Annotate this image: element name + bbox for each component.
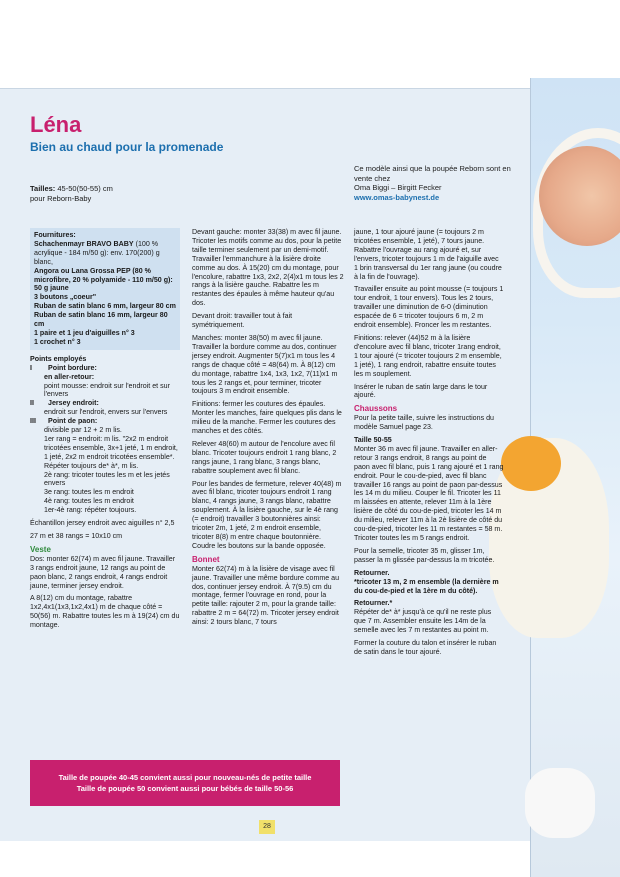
stitch-row: 4è rang: toutes les m endroit (44, 497, 134, 506)
sizes-sub: pour Reborn-Baby (30, 194, 92, 203)
page-title: Léna (30, 112, 82, 137)
supplies-line: Ruban de satin blanc 6 mm, largeur 80 cm (34, 302, 176, 311)
neckline: Relever 48(60) m autour de l'encolure avec fil blanc. Tricoter toujours endroit 1 rang blanc, 2 rangs jaune, 1 rang blanc, 3 rangs blanc, rabattre souplement avec fil blanc. (192, 439, 337, 475)
intro-text: Ce modèle ainsi que la poupée Reborn sont en vente chez (354, 164, 511, 183)
supplies-heading: Fournitures: (34, 231, 76, 239)
sleeves: Manches: monter 38(50) m avec fil jaune. Travailler la bordure comme au dos, continuer jersey endroit. Augmenter 5(7)x1 m tous les 4 rangs de chaque côté = 48(64) m. À 8(12) cm du montage, rabattre 1x4, 1x3, 1x2, 7(11)x1 m tous les 2 rangs et, pour terminer, tricoter toujours 3 m endroit ensemble. (192, 333, 338, 396)
sizes-block (30, 184, 190, 204)
bonnet-garter: Travailler ensuite au point mousse (= toujours 1 tour endroit, 1 tour envers). Tous les 2 tours, travailler une diminution de 6-0 (diminution espacée de 6 = tricoter toujours 6 m, 2 m endroit ensemble). Froncer les m restantes. (354, 285, 504, 330)
supplies-box (30, 228, 180, 350)
supplies-line: Angora ou Lana Grossa PEP (80 % microfibre, 20 % polyamide - 110 m/50 g): 50 g jaune (34, 266, 173, 293)
veste-back: Dos: monter 62(74) m avec fil jaune. Travailler 3 rangs endroit jaune, 12 rangs au point de paon blanc, 2 rangs endroit, 4 rangs endroit jaune, terminer jersey endroit. (30, 554, 176, 590)
intro-block (354, 164, 524, 202)
section-heading-bonnet: Bonnet (192, 554, 220, 564)
stitch-desc: point mousse: endroit sur l'endroit et sur l'envers (44, 381, 170, 399)
page-subtitle: Bien au chaud pour la promenade (30, 140, 224, 154)
heel-text: Former la couture du talon et insérer le ruban de satin dans le tour ajouré. (354, 639, 497, 656)
stitch-desc: endroit sur l'endroit, envers sur l'envers (44, 408, 168, 417)
veste-back-cont: A 8(12) cm du montage, rabattre 1x2,4x1(1x3,1x2,4x1) m de chaque côté = 50(56) m. Rabattre toutes les m à 19(24) cm du montage. (30, 594, 180, 630)
section-heading-chaussons: Chaussons (354, 404, 398, 414)
stitch-item: III Point de paon: (30, 417, 98, 426)
bonnet-cont: jaune, 1 tour ajouré jaune (= toujours 2 m tricotées ensemble, 1 jeté), 7 tours jaune. Rabattre l'ouvrage au rang ajouré et, sur l'envers, tricoter toujours 1 m de l'aiguille avec 1 brin transversal du 1er rang jaune (ou coudre à la fin de l'ouvrage). (354, 228, 502, 281)
supplies-line: Ruban de satin blanc 16 mm, largeur 80 cm (34, 311, 168, 329)
sole-text: Pour la semelle, tricoter 35 m, glisser 1m, passer la m glissée par-dessus la m tricotée. (354, 546, 495, 564)
column-2 (192, 228, 344, 631)
turn-instruction: Retourner. (354, 568, 390, 577)
stitch-row: 1er-4è rang: répéter toujours. (44, 506, 137, 515)
stitch-item: I Point bordure: (30, 363, 97, 372)
finishing: Finitions: fermer les coutures des épaules. Monter les manches, faire quelques plis dans le milieu de la manche. Fermer les coutures des manches et des côtés. (192, 400, 342, 436)
bonnet-ribbon: Insérer le ruban de satin large dans le tour ajouré. (354, 382, 488, 400)
turn-instruction: Retourner.* (354, 599, 393, 608)
column-3 (354, 228, 504, 661)
stitch-sub: en aller-retour: (44, 372, 95, 381)
size-note-banner (30, 760, 340, 806)
column-1 (30, 228, 180, 634)
gauge-sample: Échantillon jersey endroit avec aiguilles n° 2,5 (30, 519, 175, 528)
doll-photo (530, 78, 620, 877)
gauge-value: 27 m et 38 rangs = 10x10 cm (30, 532, 123, 540)
supplies-line: Schachenmayr BRAVO BABY (100 % acrylique - 184 m/50 g): env. 170(200) g blanc, (34, 239, 160, 266)
stitch-row: 1er rang = endroit: m lis. "2x2 m endroit tricotées ensemble, 3x+1 jeté, 1 m endroit, 1 jeté, 2x2 m endroit tricotées ensemble*. Répéter toujours de* à*, m lis. (44, 434, 178, 470)
intro-shop: Oma Biggi – Birgitt Fecker (354, 183, 442, 192)
bootee-image (525, 768, 595, 838)
size-note-line: Taille de poupée 50 convient aussi pour bébés de taille 50-56 (76, 784, 294, 793)
size-note-line: Taille de poupée 40-45 convient aussi pour nouveau-nés de petite taille (58, 773, 312, 782)
supplies-line: 1 paire et 1 jeu d'aiguilles n° 3 (34, 328, 135, 337)
button-bands: Pour les bandes de fermeture, relever 40(48) m avec fil blanc, tricoter toujours endroit 1 rang blanc, 4 rangs jaune, 3 rangs blanc, rabattre souplement. À la lisière gauche, sur le 4è rang (= endroit) travailler 3 boutonnières ainsi: tricoter 2m, 1 jeté, 2 m endroit ensemble, tricoter 8(8) m entre chaque boutonnière. Coudre les boutons sur la bande opposée. (192, 479, 342, 550)
section-heading-veste: Veste (30, 544, 51, 554)
sizes-value: 45-50(50-55) cm (57, 184, 113, 193)
right-front: Devant droit: travailler tout à fait symétriquement. (192, 312, 293, 330)
stitch-row: 3e rang: toutes les m endroit (44, 488, 134, 497)
toy-duck-head-image (501, 436, 561, 491)
stitch-item: II Jersey endroit: (30, 399, 99, 408)
stitches-heading: Points employés (30, 354, 87, 363)
repeat-text: Répéter de* à* jusqu'à ce qu'il ne reste plus que 7 m. Assembler ensuite les 14m de la semelle avec les 7 m restantes au point m. (354, 608, 492, 635)
sizes-label: Tailles: (30, 184, 56, 193)
stitch-desc: divisible par 12 + 2 m lis. (44, 426, 122, 435)
chaussons-text: Monter 36 m avec fil jaune. Travailler en aller-retour 3 rangs endroit, 8 rangs au point de paon avec fil blanc, puis 1 rang ajouré et 1 rang endroit. Pour le cou-de-pied, avec fil blanc travailler 16 rangs au point de paon par-dessus les 14 m du milieu. Couper le fil. Tricoter les 11 m laissées en attente, relever 11m à la 1ère lisière de côté du cou-de-pied, tricoter les 14 m du milieu, relever 11m à la 2è lisière de côté du cou-de-pied, tricoter les 11 m restantes = 58 m. Tricoter toutes les m 5 rangs endroit. (354, 444, 504, 542)
size-heading: Taille 50-55 (354, 436, 392, 445)
page-number: 28 (259, 820, 275, 834)
left-front: Devant gauche: monter 33(38) m avec fil jaune. Tricoter les motifs comme au dos, pour la petite taille terminer seulement par un demi-motif. Travailler l'emmanchure à la lisière droite comme au dos. À 15(20) cm du montage, pour l'encolure, rabattre 1x3, 2x2, 2(4)x1 m tous les 2 rangs à la lisière gauche. Rabattre les m restantes des épaules à même hauteur qu'au dos. (192, 228, 344, 308)
bonnet-text: Monter 62(74) m à la lisière de visage avec fil jaune. Travailler une même bordure comme au dos, continuer jersey endroit. À 7(9.5) cm du montage, fermer l'ouvrage en rond, pour la petite taille: rajouter 2 m, pour la grande taille: rabattre 2 m = 64(72) m. Tricoter jersey endroit ainsi: 2 tours blanc, 7 tours (192, 564, 340, 627)
repeat-instruction: *tricoter 13 m, 2 m ensemble (la dernière m du cou-de-pied et la 1ère m du côté). (354, 577, 499, 595)
supplies-line: 1 crochet n° 3 (34, 337, 81, 346)
stitch-row: 2è rang: tricoter toutes les m et les jetés envers (44, 470, 170, 488)
supplies-line: 3 boutons „coeur" (34, 293, 97, 302)
chaussons-small: Pour la petite taille, suivre les instructions du modèle Samuel page 23. (354, 414, 494, 432)
shop-link[interactable]: www.omas-babynest.de (354, 192, 440, 202)
bonnet-finishing: Finitions: relever (44)52 m à la lisière d'encolure avec fil blanc, tricoter 1rang endroit, 1 tour ajouré (= tricoter toujours 2 m ensemble, 1 jeté), 1 rang endroit, rabattre ensuite toutes les m souplement. (354, 333, 502, 378)
